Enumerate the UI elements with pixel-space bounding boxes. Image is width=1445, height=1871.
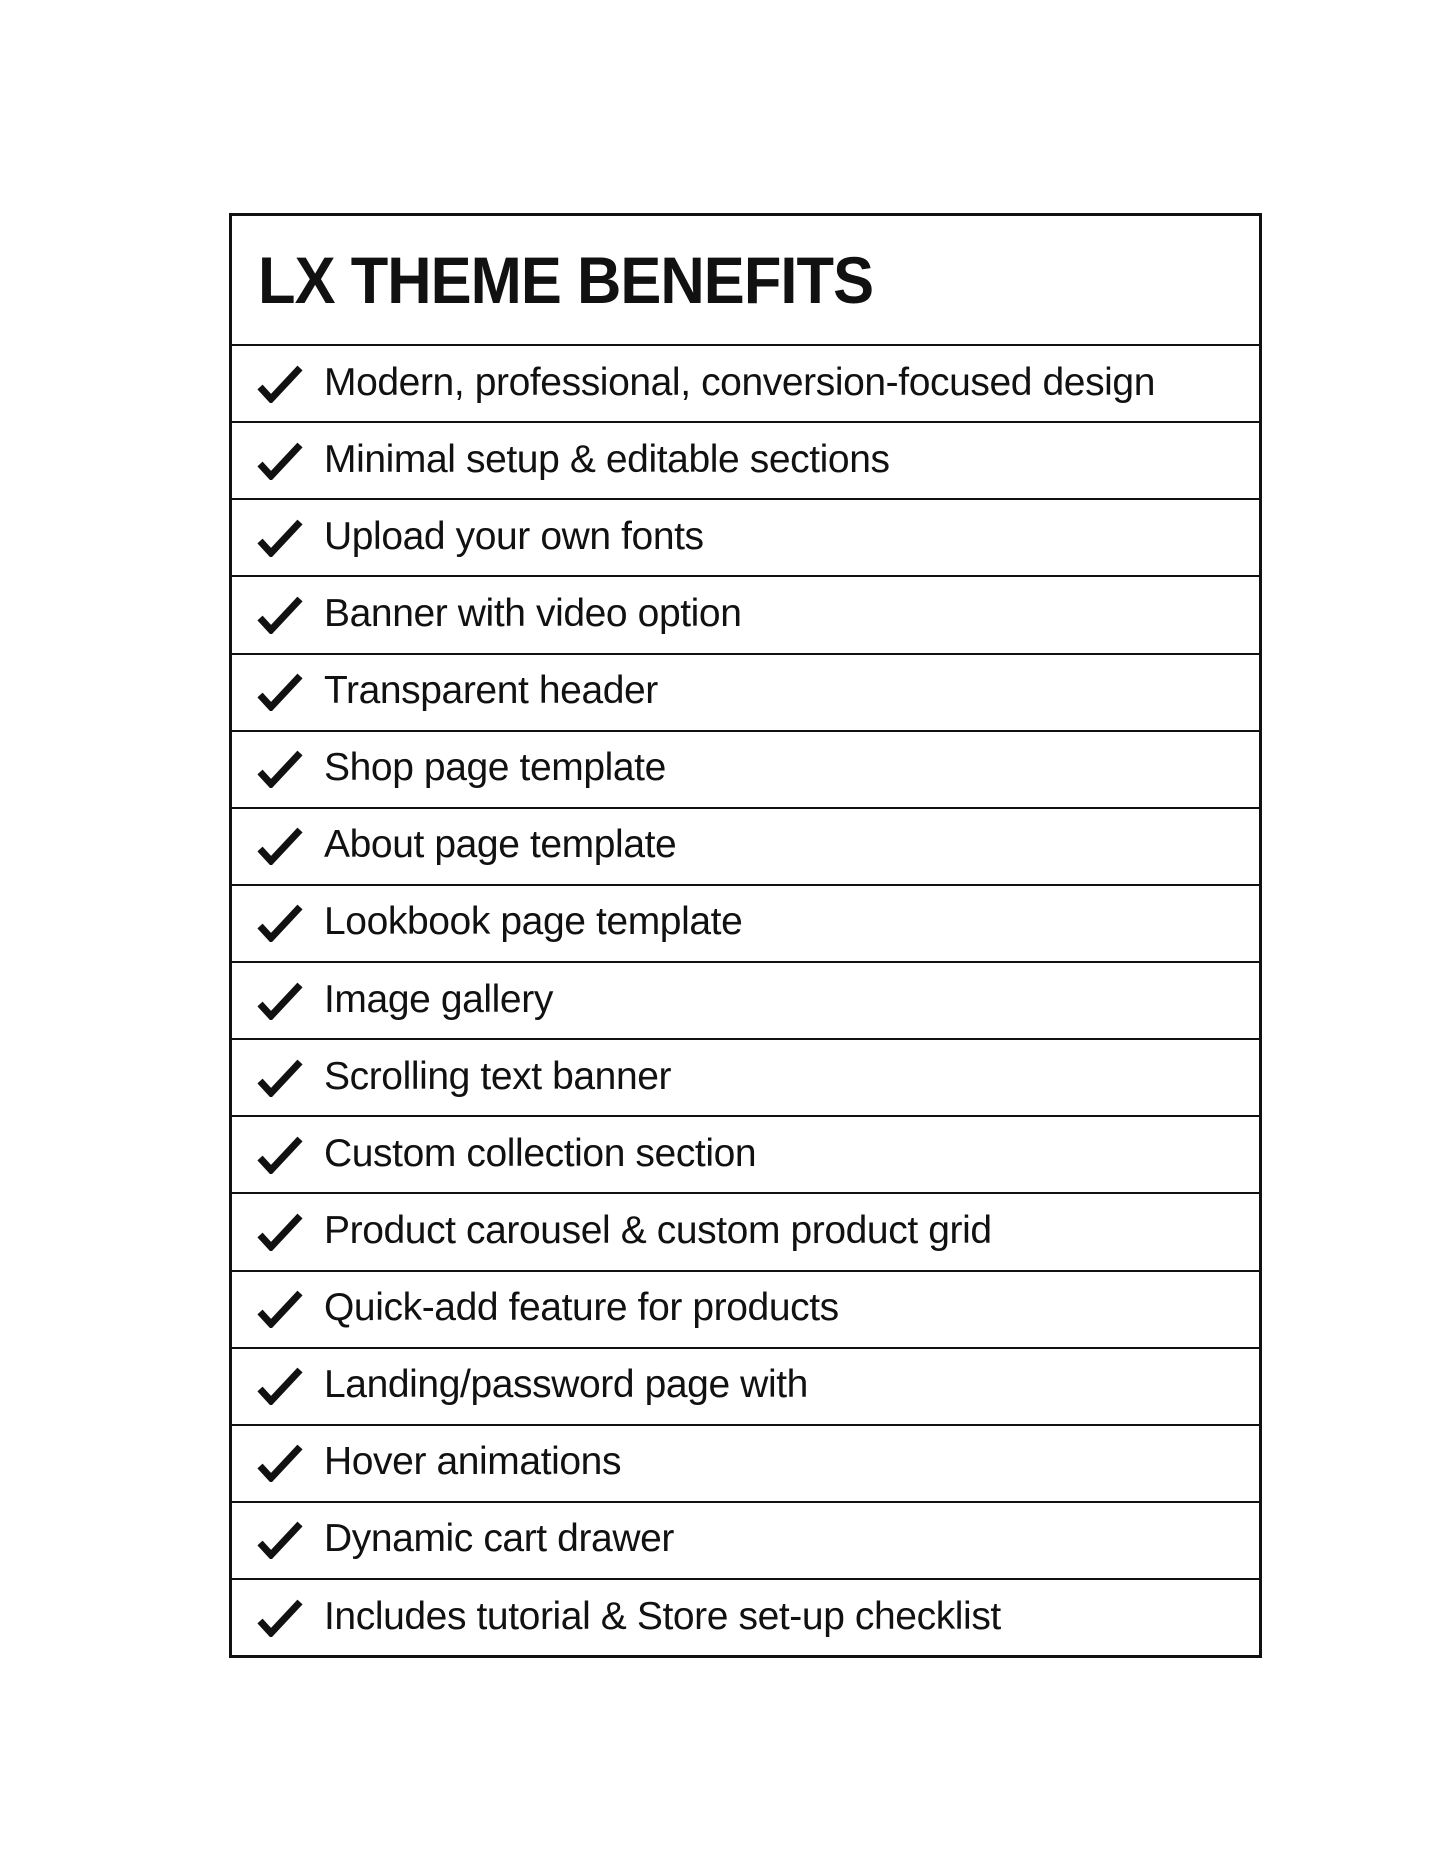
benefit-row [232, 1578, 1259, 1655]
benefit-item-label: Custom collection section [324, 1131, 757, 1175]
checkmark-icon [256, 1599, 304, 1637]
checkmark-icon [256, 1136, 304, 1174]
benefit-row [232, 1038, 1259, 1115]
checkmark-icon [256, 982, 304, 1020]
benefit-row [232, 498, 1259, 575]
checkmark-icon [256, 1521, 304, 1559]
benefit-item-label: Dynamic cart drawer [324, 1517, 674, 1561]
benefit-item-label: Includes tutorial & Store set-up checklist [324, 1594, 1001, 1638]
checkmark-icon [256, 1444, 304, 1482]
benefit-item-label: Banner with video option [324, 591, 742, 635]
benefit-item-label: Product carousel & custom product grid [324, 1208, 992, 1252]
checkmark-icon [256, 827, 304, 865]
benefit-row [232, 1424, 1259, 1501]
benefit-item-label: Shop page template [324, 746, 666, 790]
benefit-item-label: Modern, professional, conversion-focused design [324, 360, 1156, 404]
benefit-row [232, 1347, 1259, 1424]
table-title: LX THEME BENEFITS [258, 243, 874, 317]
benefit-row [232, 421, 1259, 498]
benefit-row [232, 346, 1259, 421]
benefit-row [232, 807, 1259, 884]
checkmark-icon [256, 1059, 304, 1097]
benefits-list [232, 346, 1259, 1655]
benefits-table [229, 213, 1262, 1658]
benefit-row [232, 884, 1259, 961]
benefit-item-label: About page template [324, 823, 677, 867]
benefit-row [232, 730, 1259, 807]
checkmark-icon [256, 1367, 304, 1405]
checkmark-icon [256, 904, 304, 942]
checkmark-icon [256, 365, 304, 403]
table-title-row [232, 216, 1259, 346]
benefit-row [232, 1192, 1259, 1269]
benefit-row [232, 1501, 1259, 1578]
benefit-item-label: Minimal setup & editable sections [324, 437, 890, 481]
benefit-item-label: Lookbook page template [324, 900, 743, 944]
benefit-row [232, 961, 1259, 1038]
checkmark-icon [256, 1290, 304, 1328]
benefit-item-label: Landing/password page with [324, 1363, 808, 1407]
checkmark-icon [256, 673, 304, 711]
benefit-item-label: Image gallery [324, 977, 553, 1021]
checkmark-icon [256, 442, 304, 480]
benefit-row [232, 653, 1259, 730]
checkmark-icon [256, 596, 304, 634]
checkmark-icon [256, 750, 304, 788]
benefit-item-label: Hover animations [324, 1440, 622, 1484]
benefit-item-label: Upload your own fonts [324, 514, 704, 558]
benefit-item-label: Scrolling text banner [324, 1054, 672, 1098]
benefit-item-label: Transparent header [324, 669, 658, 713]
checkmark-icon [256, 1213, 304, 1251]
checkmark-icon [256, 519, 304, 557]
benefit-row [232, 575, 1259, 652]
benefit-row [232, 1115, 1259, 1192]
benefit-item-label: Quick-add feature for products [324, 1286, 839, 1330]
benefit-row [232, 1270, 1259, 1347]
